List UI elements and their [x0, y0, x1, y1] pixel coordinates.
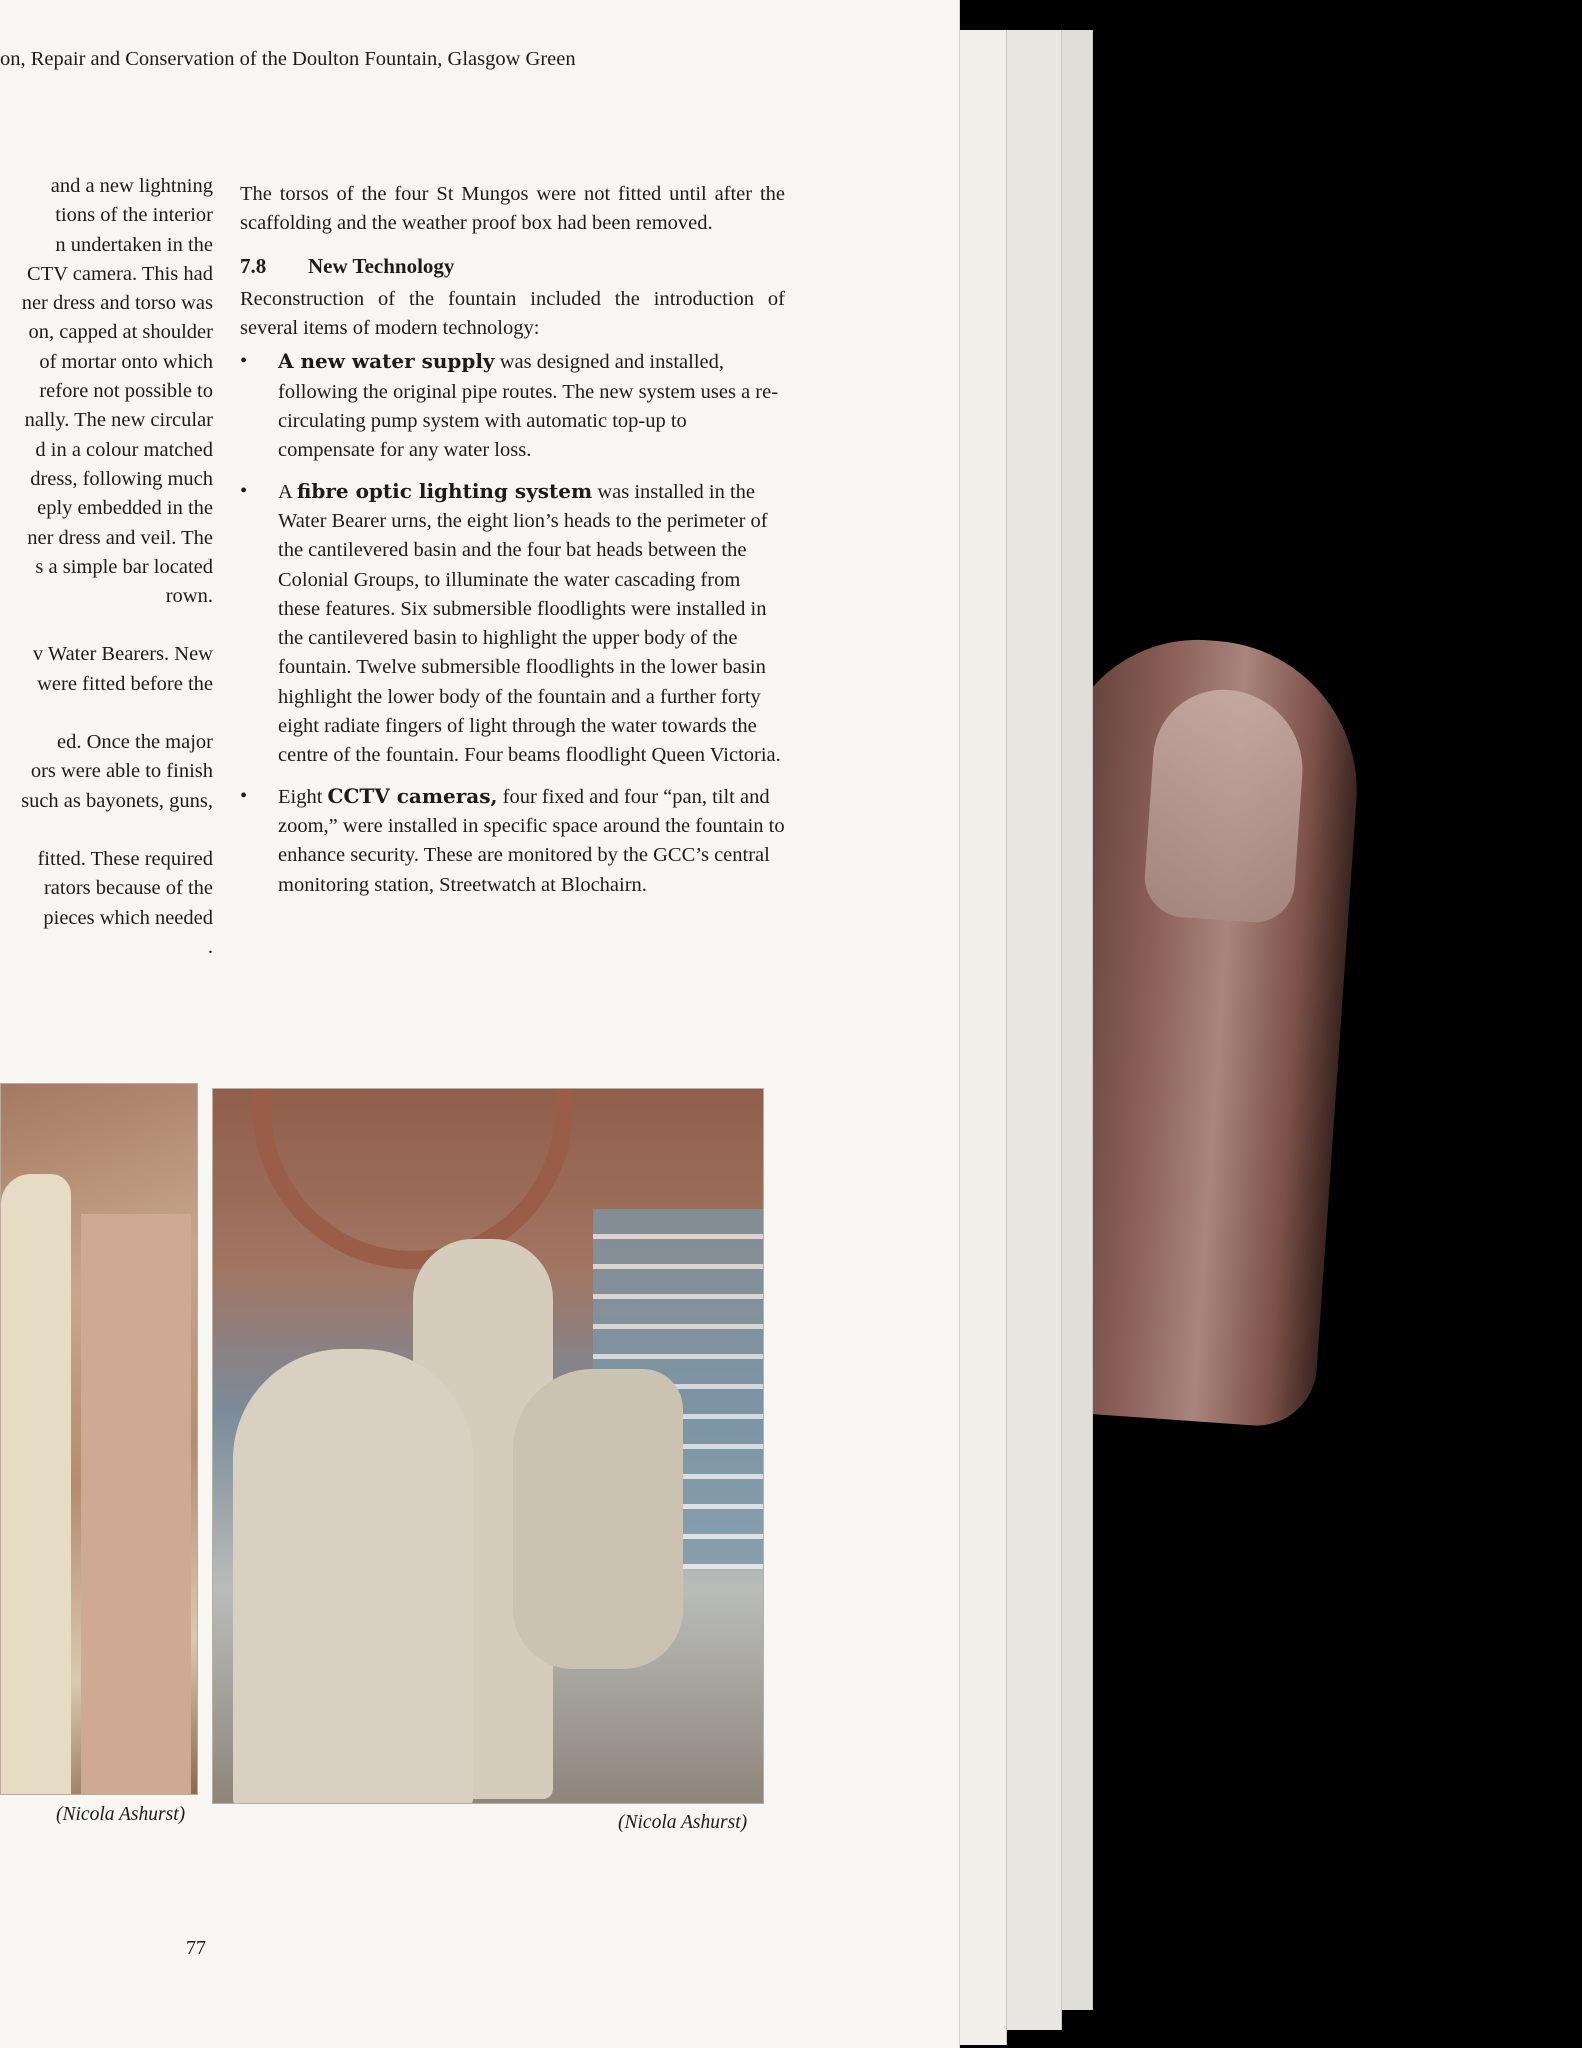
statue-moose [513, 1369, 683, 1669]
text-line: pieces which needed [43, 906, 213, 929]
paragraph-gap [0, 816, 213, 845]
text-line: rators because of the [43, 877, 213, 900]
text-line: n undertaken in the [55, 233, 213, 256]
text-line: CTV camera. This had [27, 262, 213, 285]
page-number: 77 [186, 1937, 206, 1959]
text-line: dress, following much [30, 467, 213, 490]
text-line: d in a colour matched [35, 438, 213, 461]
paragraph-gap [0, 611, 213, 640]
section-heading [240, 252, 785, 281]
statue-figure [1, 1174, 71, 1794]
text-line: tions of the interior [55, 204, 213, 227]
list-item [240, 347, 785, 465]
list-item [240, 477, 785, 771]
list-item-bold: CCTV cameras, [327, 783, 498, 808]
text-line: of mortar onto which [39, 350, 213, 373]
right-column-text [240, 180, 785, 911]
text-line: were fitted before the [37, 672, 213, 695]
list-item-text: was designed and installed, following the original pipe routes. The new system uses a re-circulating pump system with automatic top-up to compensate for any water loss. [278, 351, 779, 462]
terracotta-arch [253, 1089, 573, 1269]
list-item-text: was installed in the Water Bearer urns, the eight lion’s heads to the perimeter of the cantilevered basin and the four bat heads between the Colonial Groups, to illuminate the water cascading from these features. Six submersible floodlights were installed in the cantilevered basin to highlight the upper body of the fountain. Twelve submersible floodlights in the lower basin highlight the lower body of the fountain and a further forty eight radiate fingers of light through the water towards the centre of the fountain. Four beams floodlight Queen Victoria. [278, 480, 781, 767]
text-line: ner dress and veil. The [27, 526, 213, 549]
list-item-bold: fibre optic lighting system [296, 478, 593, 503]
technology-list [240, 347, 785, 899]
text-line: . [207, 935, 213, 958]
list-item-lead: A [278, 480, 297, 503]
text-line: refore not possible to [39, 380, 213, 403]
photo-statue-left [0, 1083, 198, 1795]
text-line: eply embedded in the [37, 497, 213, 520]
text-line: s a simple bar located [35, 555, 213, 578]
photo-colonial-group [212, 1088, 764, 1804]
list-item-bold: A new water supply [278, 349, 495, 374]
section-title: New Technology [308, 253, 455, 278]
paragraph-gap [0, 699, 213, 728]
text-line: ed. Once the major [57, 731, 213, 754]
section-number: 7.8 [240, 253, 267, 278]
text-line: nally. The new circular [24, 409, 213, 432]
intro-paragraph: The torsos of the four St Mungos were not fitted until after the scaffolding and the weather proof box had been removed. [240, 183, 785, 235]
list-item [240, 782, 785, 900]
list-item-text: four fixed and four “pan, tilt and zoom,” were installed in specific space around the fountain to enhance security. These are monitored by the GCC’s central monitoring station, Streetwatch at Blochairn. [278, 785, 785, 896]
section-intro: Reconstruction of the fountain included the introduction of several items of modern technology: [240, 287, 785, 340]
page-stack-edge [1000, 30, 1062, 2030]
list-item-lead: Eight [278, 785, 328, 808]
photo-credit-left: (Nicola Ashurst) [56, 1804, 186, 1825]
text-line: on, capped at shoulder [28, 321, 213, 344]
text-line: and a new lightning [50, 175, 213, 197]
text-line: ors were able to finish [30, 760, 213, 783]
text-line: ner dress and torso was [21, 292, 213, 315]
statue-woman [233, 1349, 473, 1804]
running-head: on, Repair and Conservation of the Doulton Fountain, Glasgow Green [0, 48, 576, 70]
left-column-text [0, 172, 213, 962]
thumbnail-nail [1142, 685, 1308, 925]
text-line: rown. [165, 585, 213, 608]
terracotta-column [81, 1214, 191, 1794]
text-line: fitted. These required [37, 847, 213, 870]
text-line: v Water Bearers. New [32, 643, 213, 666]
photo-credit-right: (Nicola Ashurst) [618, 1812, 748, 1833]
text-line: such as bayonets, guns, [21, 789, 213, 812]
